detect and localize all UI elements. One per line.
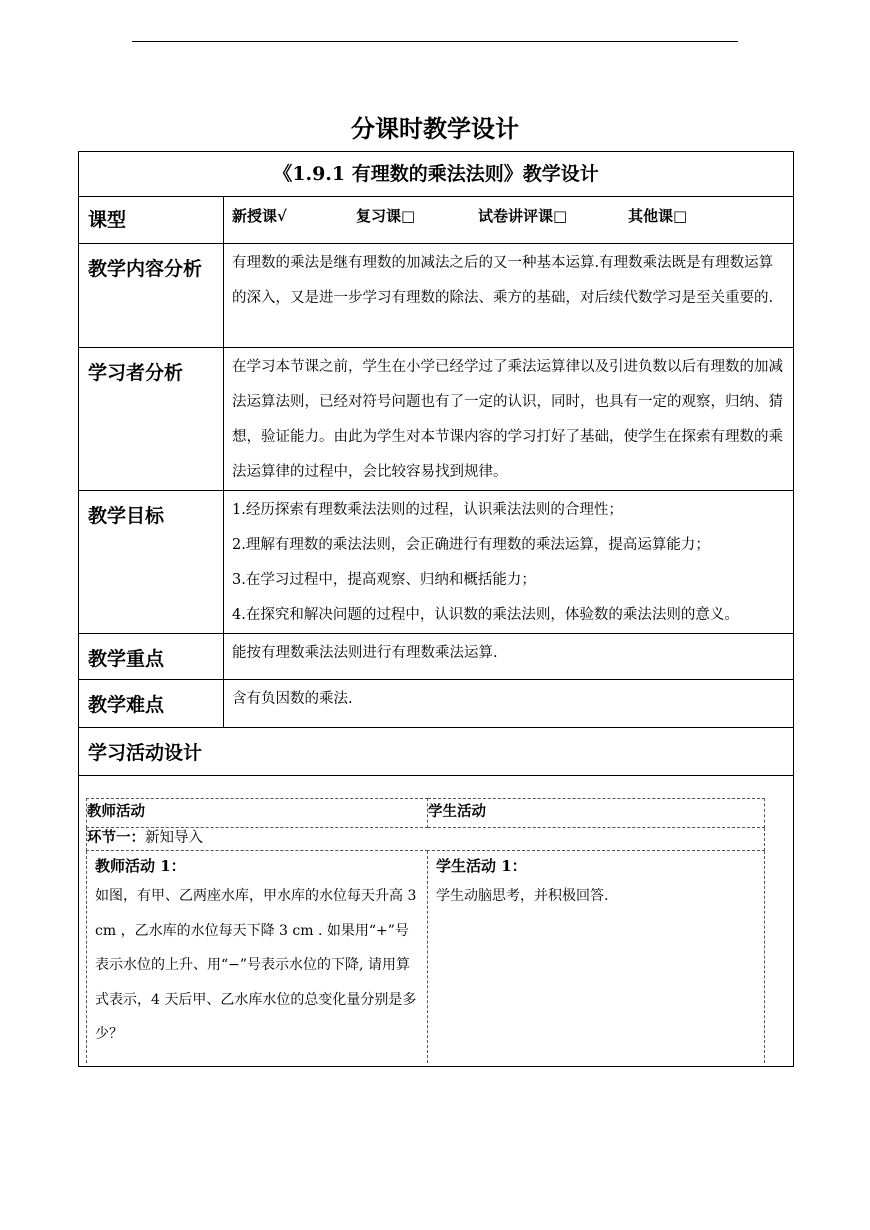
student-activity-cell [428,851,765,1063]
objectives-label: 教学目标 [79,491,224,634]
lesson-type-options [224,197,794,244]
content-analysis-text: 有理数的乘法是继有理数的加减法之后的又一种基本运算.有理数乘法既是有理数运算的深入，又是进一步学习有理数的除法、乘方的基础，对后续代数学习是至关重要的. [224,244,794,348]
objective-item: 4.在探究和解决问题的过程中，认识数的乘法法则，体验数的乘法法则的意义。 [232,607,739,623]
activity-table [86,798,765,1063]
content-analysis-label: 教学内容分析 [79,244,224,348]
objective-item: 1.经历探索有理数乘法法则的过程，认识乘法法则的合理性； [232,502,623,518]
lesson-title: 《1.9.1 有理数的乘法法则》教学设计 [79,152,794,197]
student-activity-text: 学生动脑思考，并积极回答. [436,888,609,904]
section-name: 新知导入 [145,830,203,846]
activity-design-label: 学习活动设计 [79,728,794,776]
key-points-text: 能按有理数乘法法则进行有理数乘法运算. [224,634,794,680]
student-activity-header: 学生活动 [428,799,765,828]
section-row [87,828,765,851]
lesson-plan-table [78,151,794,1067]
teacher-activity-text: 如图，有甲、乙两座水库，甲水库的水位每天升高 3 cm ，乙水库的水位每天下降 3 cm . 如果用“+”号表示水位的上升、用“−”号表示水位的下降, 请用算式表示，4 天后甲、乙水库水位的总变化量分别是多少？ [95,888,417,1042]
objective-item: 2.理解有理数的乘法法则，会正确进行有理数的乘法运算，提高运算能力； [232,537,710,553]
lesson-type-exam: 试卷讲评课□ [478,207,568,225]
lesson-type-new: 新授课√ [232,207,287,225]
lesson-type-review: 复习课□ [356,207,416,225]
learner-analysis-text: 在学习本节课之前，学生在小学已经学过了乘法运算律以及引进负数以后有理数的加减法运算法则，已经对符号问题也有了一定的认识，同时，也具有一定的观察，归纳、猜想，验证能力。由此为学生对本节课内容的学习打好了基础，使学生在探索有理数的乘法运算律的过程中，会比较容易找到规律。 [224,348,794,491]
lesson-type-other: 其他课□ [628,207,688,225]
key-points-label: 教学重点 [79,634,224,680]
lesson-type-label: 课型 [79,197,224,244]
learner-analysis-label: 学习者分析 [79,348,224,491]
header-rule [132,41,738,42]
section-prefix: 环节一： [87,829,145,846]
objective-item: 3.在学习过程中，提高观察、归纳和概括能力； [232,572,536,588]
teacher-activity-title: 教师活动 1： [95,857,186,875]
teacher-activity-header: 教师活动 [87,799,428,828]
difficulties-text: 含有负因数的乘法. [224,680,794,728]
difficulties-label: 教学难点 [79,680,224,728]
student-activity-title: 学生活动 1： [436,857,527,875]
teacher-activity-cell [87,851,428,1063]
page-title: 分课时教学设计 [351,114,519,143]
activity-design-area [79,776,794,1067]
objectives-list [224,491,794,634]
